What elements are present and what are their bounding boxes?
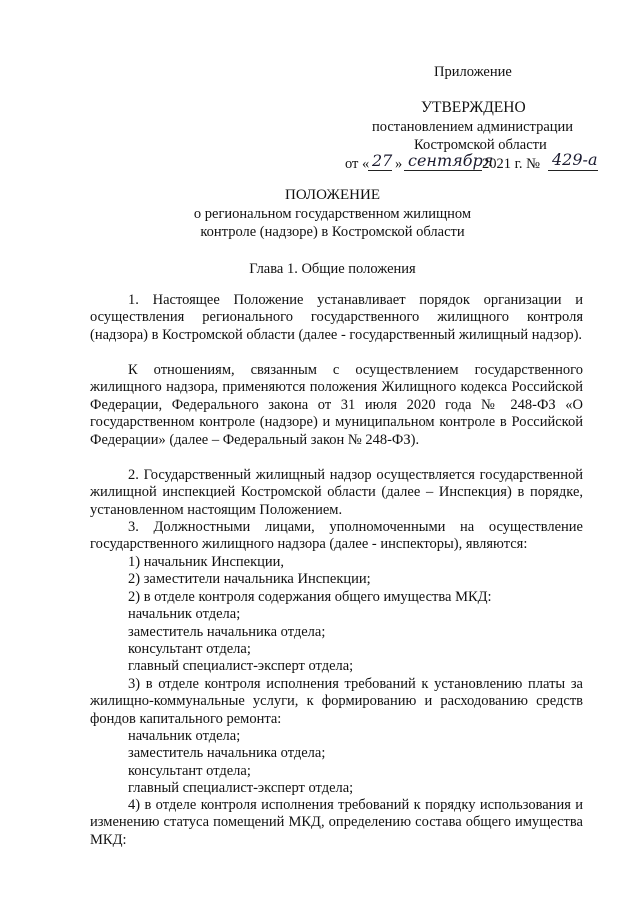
appendix-label: Приложение	[434, 64, 512, 80]
paragraph-2: К отношениям, связанным с осуществлением государственного жилищного надзора, применяются положения Жилищного кодекса Российской Федерации, Федерального закона от 31 июля 2020 года № 248-ФЗ «О государственном контроле (надзоре) и муниципальном контроле в Российской Федерации» (далее – Федеральный закон № 248-ФЗ).	[90, 362, 583, 448]
doc-subtitle-2: контроле (надзоре) в Костромской области	[200, 224, 465, 240]
region-line: Костромской области	[414, 137, 547, 153]
list-item: главный специалист-эксперт отдела;	[128, 780, 354, 796]
month-underline	[404, 170, 482, 171]
paragraph-3: 2. Государственный жилищный надзор осуществляется государственной жилищной инспекцией Костромской области (далее – Инспекция) в порядке, установленном настоящим Положением.	[90, 467, 583, 518]
paragraph-4: 3. Должностными лицами, уполномоченными на осуществление государственного жилищного надзора (далее - инспекторы), являются:	[90, 519, 583, 553]
chapter-heading: Глава 1. Общие положения	[249, 261, 416, 277]
handwritten-day: 27	[372, 151, 393, 170]
list-item: начальник отдела;	[128, 728, 241, 744]
paragraph-item-3: 3) в отделе контроля исполнения требований к установлению платы за жилищно-коммунальные услуги, к формированию и расходованию средств фондов капитального ремонта:	[90, 676, 583, 727]
date-mid: »	[395, 156, 403, 172]
paragraph-1: 1. Настоящее Положение устанавливает порядок организации и осуществления регионального государственного жилищного контроля (надзора) в Костромской области (далее - государственный жилищный надзор).	[90, 292, 583, 343]
list-item: заместитель начальника отдела;	[128, 624, 326, 640]
doc-title: ПОЛОЖЕНИЕ	[285, 187, 380, 203]
list-item: заместитель начальника отдела;	[128, 745, 326, 761]
number-underline	[548, 170, 598, 171]
resolution-line: постановлением администрации	[372, 119, 574, 135]
date-prefix: от «	[345, 156, 370, 172]
approved-label: УТВЕРЖДЕНО	[421, 99, 526, 116]
list-item: 2) в отделе контроля содержания общего имущества МКД:	[128, 589, 492, 605]
day-underline	[368, 170, 392, 171]
list-item: начальник отдела;	[128, 606, 241, 622]
doc-subtitle-1: о региональном государственном жилищном	[193, 206, 472, 222]
year-and-number-label: 2021 г. №	[482, 156, 541, 172]
list-item: главный специалист-эксперт отдела;	[128, 658, 354, 674]
list-item: консультант отдела;	[128, 763, 251, 779]
paragraph-item-4: 4) в отделе контроля исполнения требований к порядку использования и изменению статуса помещений МКД, определению состава общего имущества МКД:	[90, 797, 583, 848]
list-item: консультант отдела;	[128, 641, 251, 657]
list-item: 1) начальник Инспекции,	[128, 554, 285, 570]
list-item: 2) заместители начальника Инспекции;	[128, 571, 371, 587]
handwritten-month: сентября	[408, 151, 494, 170]
handwritten-number: 429-а	[552, 150, 598, 169]
